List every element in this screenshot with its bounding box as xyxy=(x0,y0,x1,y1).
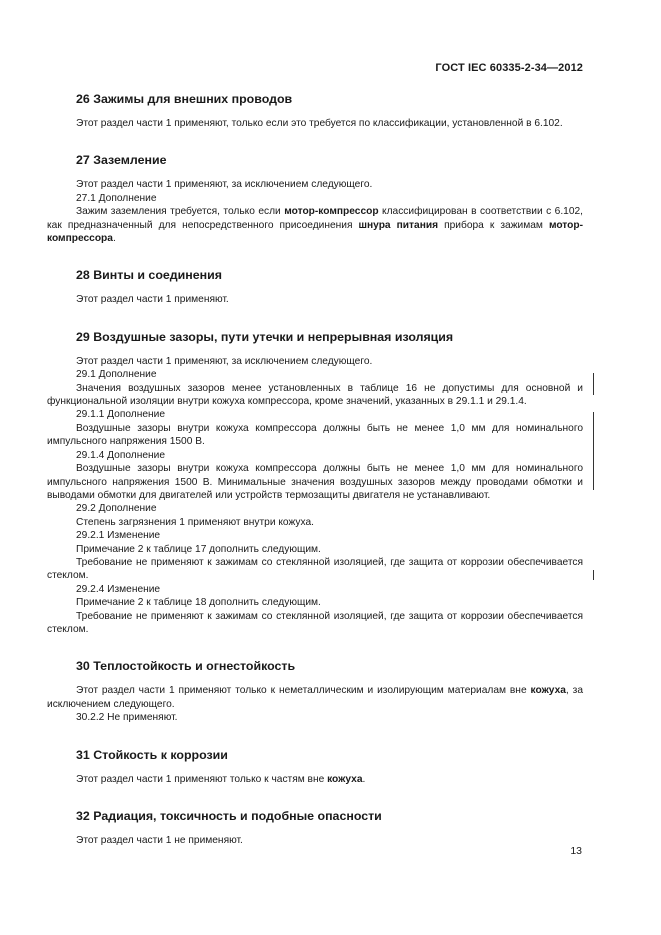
section-29-2-1-heading: 29.2.1 Изменение xyxy=(76,530,161,542)
term-enclosure: кожуха xyxy=(530,685,566,697)
section-27-1-heading: 27.1 Дополнение xyxy=(76,192,157,204)
section-29-2-4-note: Примечание 2 к таблице 18 дополнить следующим. xyxy=(76,597,321,609)
section-26-text: Этот раздел части 1 применяют, только если это требуется по классификации, установленной в 6.102. xyxy=(76,118,563,129)
section-27-text: Этот раздел части 1 применяют, за исключением следующего. xyxy=(76,179,373,191)
page-number: 13 xyxy=(570,845,582,857)
document-header: ГОСТ IEC 60335-2-34—2012 xyxy=(435,62,583,74)
section-28-title: 28 Винты и соединения xyxy=(76,268,222,283)
section-31-title: 31 Стойкость к коррозии xyxy=(76,747,228,762)
text-run: , за исключением следующего. xyxy=(47,685,583,710)
text-run: Зажим заземления требуется, только если xyxy=(76,206,285,218)
section-30 xyxy=(47,658,583,724)
section-29-2-4-text: Требование не применяют к зажимам со стеклянной изоляцией, где защита от коррозии обеспечивается стеклом. xyxy=(47,610,583,635)
change-bar-3 xyxy=(593,570,594,580)
page-content xyxy=(47,91,583,869)
section-29-text: Этот раздел части 1 применяют, за исключением следующего. xyxy=(76,355,373,367)
section-29-1-heading: 29.1 Дополнение xyxy=(76,369,157,381)
section-29-1-1-text: Воздушные зазоры внутри кожуха компрессора должны быть не менее 1,0 мм для номинального импульсного напряжения 1500 В. xyxy=(47,422,583,448)
section-30-text xyxy=(47,684,583,711)
section-29 xyxy=(47,329,583,637)
term-motor-compressor: мотор-компрессор xyxy=(284,206,379,218)
section-32 xyxy=(47,808,583,847)
section-31 xyxy=(47,747,583,786)
section-29-1-text: Значения воздушных зазоров менее установленных в таблице 16 не допустимы для основной и функциональной изоляции внутри кожуха компрессора, кроме значений, указанных в 29.1.1 и 29.1.4. xyxy=(47,382,583,408)
section-29-2-4-heading: 29.2.4 Изменение xyxy=(76,583,161,595)
section-29-1-4-text: Воздушные зазоры внутри кожуха компрессора должны быть не менее 1,0 мм для номинального импульсного напряжения 1500 В. Минимальные значения воздушных зазоров между проводами обмотки и выводами обмотки для двигателей или устройств термозащиты двигателя не устанавливают. xyxy=(47,463,583,501)
section-29-2-1-text: Требование не применяют к зажимам со стеклянной изоляцией, где защита от коррозии обеспечивается стеклом. xyxy=(47,556,583,582)
section-28-text: Этот раздел части 1 применяют. xyxy=(76,294,229,306)
change-bar-2 xyxy=(593,412,594,490)
section-29-2-text: Степень загрязнения 1 применяют внутри кожуха. xyxy=(76,516,314,528)
section-26-title: 26 Зажимы для внешних проводов xyxy=(76,92,293,106)
section-31-text xyxy=(47,773,583,786)
section-30-2-2-text: 30.2.2 Не применяют. xyxy=(76,712,178,724)
term-supply-cord: шнура питания xyxy=(358,219,439,231)
section-28 xyxy=(47,267,583,306)
text-run: прибора к зажимам xyxy=(438,219,549,231)
text-run: . xyxy=(112,233,116,245)
section-29-1-1-heading: 29.1.1 Дополнение xyxy=(76,409,166,421)
text-run: Этот раздел части 1 применяют только к частям вне xyxy=(76,773,328,785)
section-26 xyxy=(47,91,583,130)
term-motor-compressor: мотор-компрессора xyxy=(47,219,584,245)
section-29-2-heading: 29.2 Дополнение xyxy=(76,503,157,515)
term-enclosure: кожуха xyxy=(327,773,363,785)
text-run: Этот раздел части 1 применяют только к неметаллическим и изолирующим материалам вне xyxy=(76,685,531,697)
section-27 xyxy=(47,152,583,245)
section-27-title: 27 Заземление xyxy=(76,153,167,168)
section-32-text: Этот раздел части 1 не применяют. xyxy=(76,835,243,846)
section-32-title: 32 Радиация, токсичность и подобные опасности xyxy=(76,809,382,823)
section-27-1-text xyxy=(47,205,583,245)
section-29-2-1-note: Примечание 2 к таблице 17 дополнить следующим. xyxy=(76,543,321,555)
section-29-1-4-heading: 29.1.4 Дополнение xyxy=(76,449,166,461)
change-bar-1 xyxy=(593,373,594,395)
section-29-title: 29 Воздушные зазоры, пути утечки и непрерывная изоляция xyxy=(76,329,454,344)
text-run: . xyxy=(362,773,366,785)
section-30-title: 30 Теплостойкость и огнестойкость xyxy=(76,659,296,674)
text-run: классифицирован в соответствии с 6.102, как предназначенный для непосредственного присоединения xyxy=(47,206,583,231)
